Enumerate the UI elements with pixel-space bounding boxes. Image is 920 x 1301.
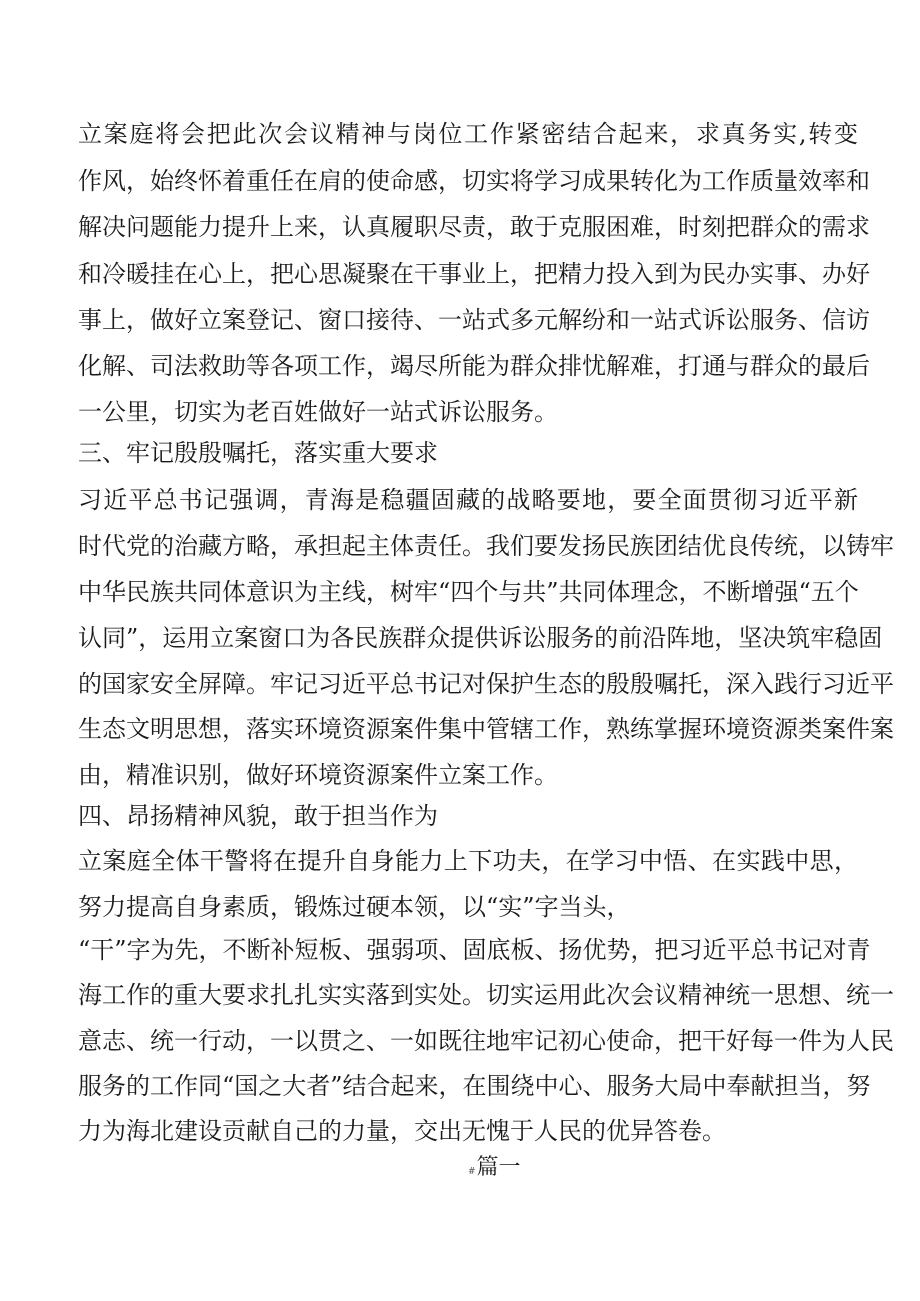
text-line: “干”字为先，不断补短板、强弱项、固底板、扬优势，把习近平总书记对青 <box>78 936 871 964</box>
text-line: 解决问题能力提升上来，认真履职尽责，敢于克服困难，时刻把群众的需求 <box>78 213 870 241</box>
text-line: 作风，始终怀着重任在肩的使命感，切实将学习成果转化为工作质量效率和 <box>78 167 870 195</box>
text-line: 立案庭全体干警将在提升自身能力上下功夫，在学习中悟、在实践中思， <box>78 847 858 875</box>
text-line: 意志、统一行动，一以贯之、一如既往地牢记初心使命，把干好每一件为人民 <box>78 1027 894 1055</box>
section-heading: 四、昂扬精神风貌，敢于担当作为 <box>78 802 438 830</box>
text-line: 努力提高自身素质，锻炼过硬本领，以“实”字当头， <box>78 893 631 921</box>
text-line: 中华民族共同体意识为主线，树牢“四个与共”共同体理念，不断增强“五个 <box>78 578 859 606</box>
text-line: 和冷暖挂在心上，把心思凝聚在干事业上，把精力投入到为民办实事、办好 <box>78 260 870 288</box>
text-line: 由，精准识别，做好环境资源案件立案工作。 <box>78 761 558 789</box>
text-line: 化解、司法救助等各项工作，竭尽所能为群众排忧解难，打通与群众的最后 <box>78 352 870 380</box>
text-line: 时代党的治藏方略，承担起主体责任。我们要发扬民族团结优良传统，以铸牢 <box>78 532 894 560</box>
footer-mark: # <box>468 1167 476 1177</box>
text-line: 立案庭将会把此次会议精神与岗位工作紧密结合起来，求真务实,转变 <box>78 120 858 148</box>
page-footer <box>468 1155 521 1185</box>
text-line: 生态文明思想，落实环境资源案件集中管辖工作，熟练掌握环境资源类案件案 <box>78 715 894 743</box>
section-heading: 三、牢记殷殷嘱托，落实重大要求 <box>78 439 438 467</box>
text-line: 海工作的重大要求扎扎实实落到实处。切实运用此次会议精神统一思想、统一 <box>78 981 894 1009</box>
text-line: 的国家安全屏障。牢记习近平总书记对保护生态的殷殷嘱托，深入践行习近平 <box>78 670 894 698</box>
footer-label: 篇一 <box>476 1155 521 1180</box>
text-line: 一公里，切实为老百姓做好一站式诉讼服务。 <box>78 398 558 426</box>
text-line: 习近平总书记强调，青海是稳疆固藏的战略要地，要全面贯彻习近平新 <box>78 486 858 514</box>
text-line: 认同”，运用立案窗口为各民族群众提供诉讼服务的前沿阵地，坚决筑牢稳固 <box>78 624 883 652</box>
text-line: 力为海北建设贡献自己的力量，交出无愧于人民的优异答卷。 <box>78 1117 726 1145</box>
text-line: 服务的工作同“国之大者”结合起来，在围绕中心、服务大局中奉献担当，努 <box>78 1072 871 1100</box>
text-line: 事上，做好立案登记、窗口接待、一站式多元解纷和一站式诉讼服务、信访 <box>78 306 870 334</box>
